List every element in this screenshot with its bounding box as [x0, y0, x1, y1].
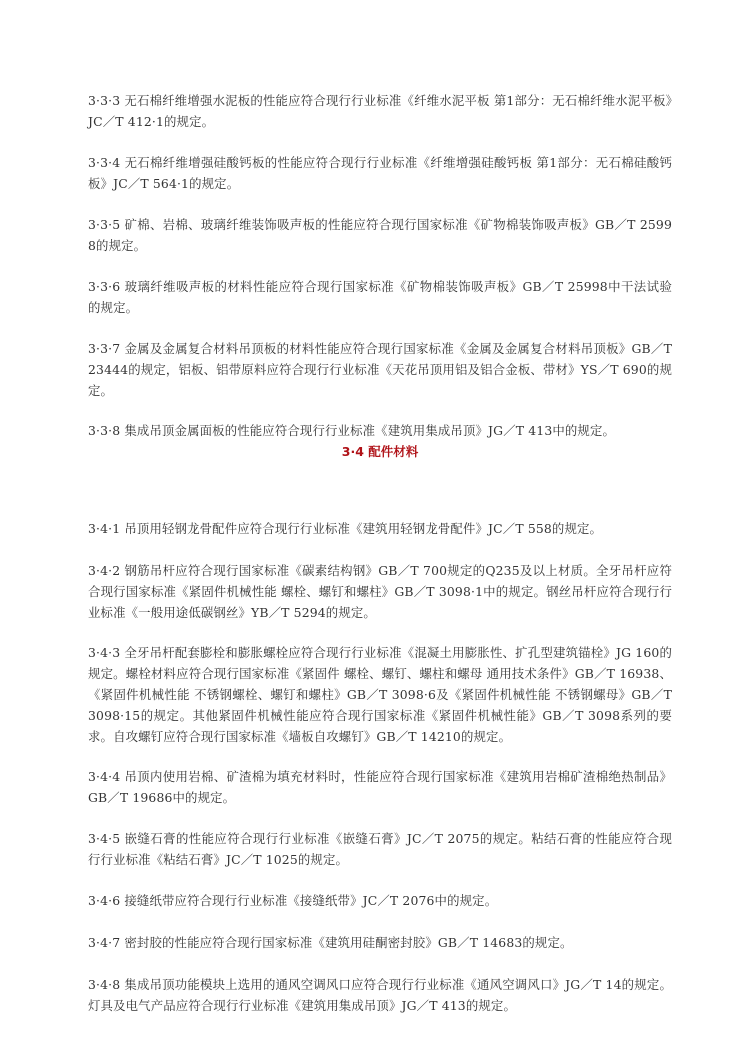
paragraph-3-4-1: 3·4·1 吊顶用轻钢龙骨配件应符合现行行业标准《建筑用轻钢龙骨配件》JC／T 558的规定。 — [88, 521, 603, 536]
paragraph-3-3-5: 3·3·5 矿棉、岩棉、玻璃纤维装饰吸声板的性能应符合现行国家标准《矿物棉装饰吸声板》GB／T 25998的规定。 — [88, 217, 672, 253]
paragraph-3-3-4: 3·3·4 无石棉纤维增强硅酸钙板的性能应符合现行行业标准《纤维增强硅酸钙板 第1部分：无石棉硅酸钙板》JC／T 564·1的规定。 — [88, 155, 672, 191]
paragraph-3-4-7: 3·4·7 密封胶的性能应符合现行国家标准《建筑用硅酮密封胶》GB／T 14683的规定。 — [88, 935, 573, 950]
section-heading-3-4: 3·4 配件材料 — [341, 444, 419, 459]
paragraph-3-4-5: 3·4·5 嵌缝石膏的性能应符合现行行业标准《嵌缝石膏》JC／T 2075的规定。粘结石膏的性能应符合现行行业标准《粘结石膏》JC／T 1025的规定。 — [88, 831, 672, 867]
paragraph-3-4-2: 3·4·2 钢筋吊杆应符合现行国家标准《碳素结构钢》GB／T 700规定的Q235及以上材质。全牙吊杆应符合现行国家标准《紧固件机械性能 螺栓、螺钉和螺柱》GB／T 3098·1中的规定。钢丝吊杆应符合现行行业标准《一般用途低碳钢丝》YB／T 5294的规定。 — [88, 563, 672, 620]
paragraph-3-4-8: 3·4·8 集成吊顶功能模块上选用的通风空调风口应符合现行行业标准《通风空调风口》JG／T 14的规定。灯具及电气产品应符合现行行业标准《建筑用集成吊顶》JG／T 413的规定。 — [88, 977, 672, 1013]
paragraph-3-4-6: 3·4·6 接缝纸带应符合现行行业标准《接缝纸带》JC／T 2076中的规定。 — [88, 893, 498, 908]
paragraph-3-3-3: 3·3·3 无石棉纤维增强水泥板的性能应符合现行行业标准《纤维水泥平板 第1部分：无石棉纤维水泥平板》JC／T 412·1的规定。 — [88, 93, 672, 129]
paragraph-3-3-6: 3·3·6 玻璃纤维吸声板的材料性能应符合现行国家标准《矿物棉装饰吸声板》GB／T 25998中干法试验的规定。 — [88, 279, 672, 315]
paragraph-3-3-7: 3·3·7 金属及金属复合材料吊顶板的材料性能应符合现行国家标准《金属及金属复合材料吊顶板》GB／T 23444的规定，铝板、铝带原料应符合现行行业标准《天花吊顶用铝及铝合金板、带材》YS／T 690的规定。 — [88, 341, 672, 398]
paragraph-3-3-8: 3·3·8 集成吊顶金属面板的性能应符合现行行业标准《建筑用集成吊顶》JG／T 413中的规定。 — [88, 423, 616, 438]
paragraph-3-4-4: 3·4·4 吊顶内使用岩棉、矿渣棉为填充材料时，性能应符合现行国家标准《建筑用岩棉矿渣棉绝热制品》GB／T 19686中的规定。 — [88, 769, 672, 805]
paragraph-3-4-3: 3·4·3 全牙吊杆配套膨栓和膨胀螺栓应符合现行行业标准《混凝土用膨胀性、扩孔型建筑锚栓》JG 160的规定。螺栓材料应符合现行国家标准《紧固件 螺栓、螺钉、螺柱和螺母 通用技术条件》GB／T 16938、《紧固件机械性能 不锈钢螺栓、螺钉和螺柱》GB／T 3098·6及《紧固件机械性能 不锈钢螺母》GB／T 3098·15的规定。其他紧固件机械性能应符合现行国家标准《紧固件机械性能》GB／T 3098系列的要求。自攻螺钉应符合现行国家标准《墙板自攻螺钉》GB／T 14210的规定。 — [88, 645, 672, 744]
